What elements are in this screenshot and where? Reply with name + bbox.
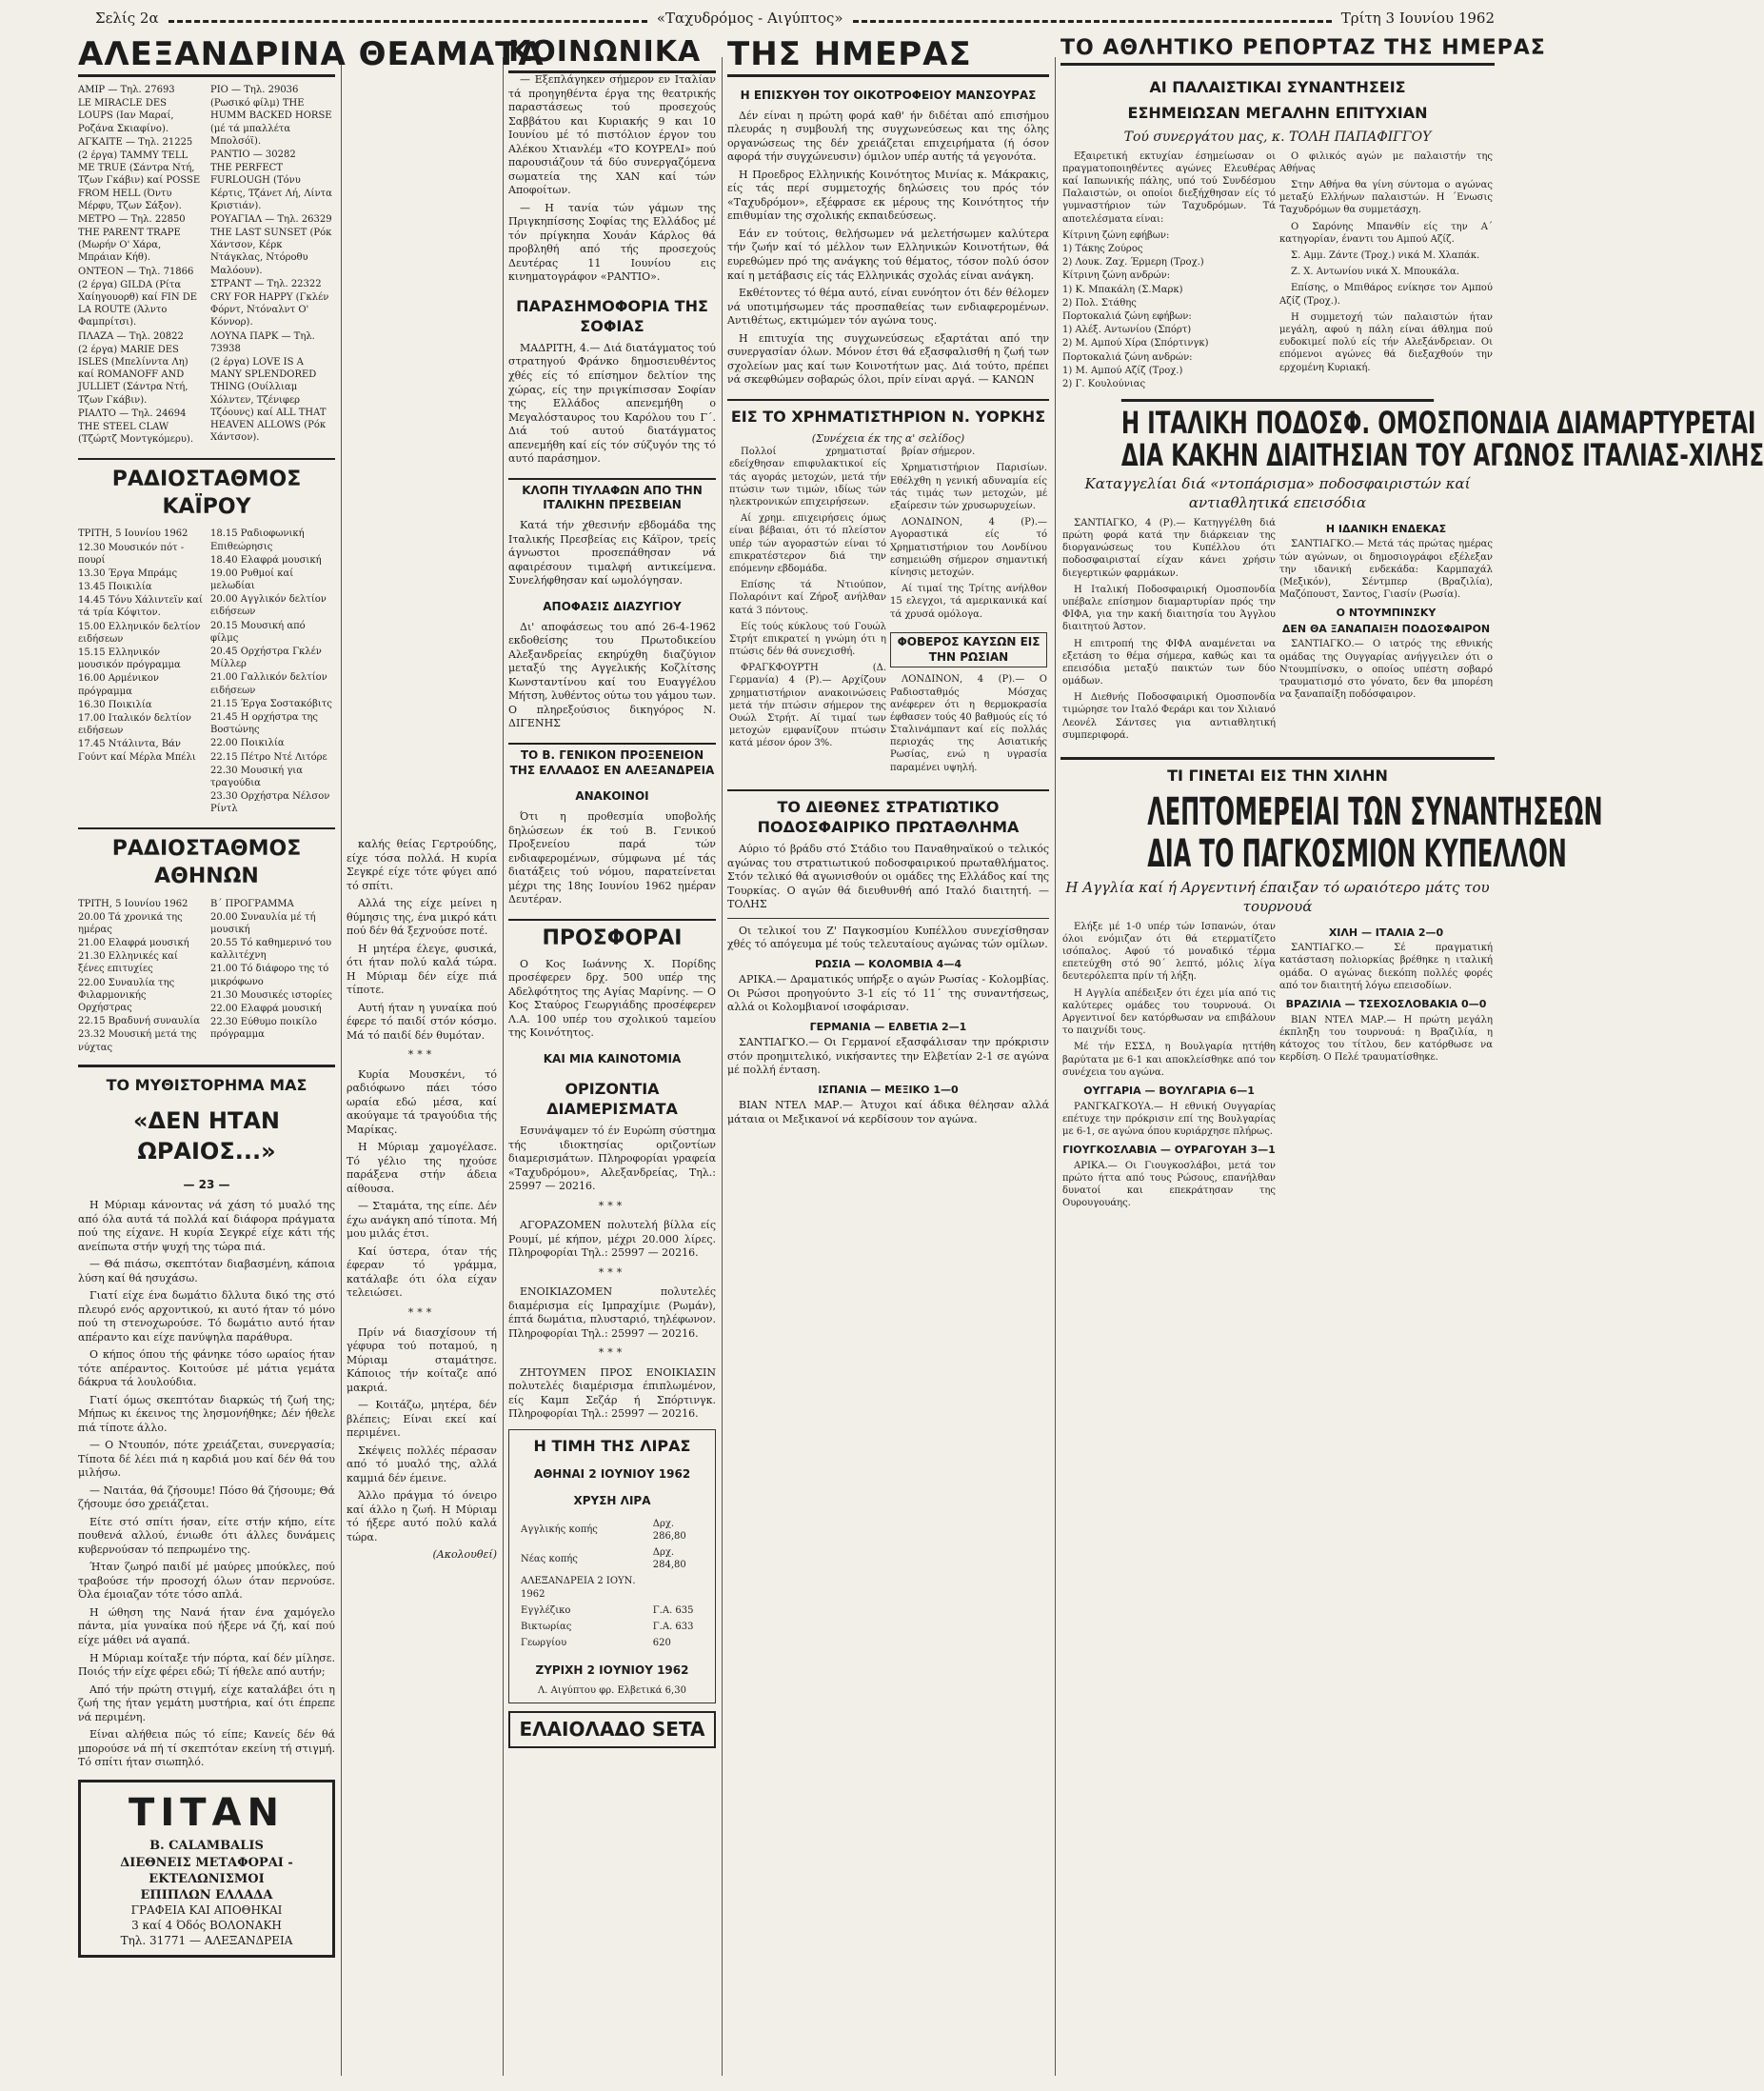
cinema-listings [78, 83, 335, 447]
paragraph: Η Μύριαμ κάνοντας νά χάση τό μυαλό της από όλα αυτά τά πολλά καί διάφορα πράγματα πού της είχανε. Η κυρία Σεγκρέ είχε κάτι τής ανείπωτα στήν ψυχή της τώρα πιά. [78, 1199, 335, 1253]
table-cell: Νέας κοπής [521, 1553, 578, 1564]
paragraph: Επίσης τά Ντιούπον, Πολαρόιντ καί Ζήροξ ανήλθαν κατά 3 πόντους. [729, 580, 886, 616]
radio-line: 20.55 Τό καθημερινό του καλλιτέχνη [210, 938, 332, 962]
paragraph: — Σταμάτα, της είπε. Δέν έχω ανάγκη από τίποτα. Μή μου μιλάς έτσι. [347, 1200, 497, 1241]
bout-line: 1) Κ. Μπακάλη (Σ.Μαρκ) [1062, 284, 1183, 295]
paragraph: Στην Αθήνα θα γίνη σύντομα ο αγώνας μεταξύ Ελλήνων παλαιστών. Η ΄Ενωσις Ταχυδρόμων θα συμμετάσχη. [1279, 180, 1493, 216]
paragraph: ΑΡΙΚΑ.— Δραματικός υπήρξε ο αγών Ρωσίας - Κολομβίας. Οι Ρώσοι προηγούντο 3-1 είς τό 11΄ της συναντήσεως, αλλά οι Κολομβιανοί ισοφάρισαν. [727, 973, 1049, 1014]
article-heading: ΚΑΙ ΜΙΑ ΚΑΙΝΟΤΟΜΙΑ [543, 1052, 682, 1065]
table-cell: Αγγλικής κοπής [521, 1524, 598, 1536]
ad-brand: ΤΙΤΑΝ [129, 1790, 285, 1835]
table-row [517, 1620, 707, 1634]
radio-line: 15.15 Ελληνικόν μουσικόν πρόγραμμα [78, 647, 181, 671]
radio-line: 20.15 Μουσική από φίλμς [210, 620, 306, 644]
paragraph: — Ναιτάα, θά ζήσουμε! Πόσο θά ζήσουμε; Θά ζήσουμε όσο χρειάζεται. [78, 1484, 335, 1511]
column-social [508, 35, 717, 2076]
radio-line: ΤΡΙΤΗ, 5 Ιουνίου 1962 [78, 898, 188, 909]
paragraph: Είναι αλήθεια πώς τό είπε; Κανείς δέν θά μπορούσε νά πή τί σκεπτόταν εκείνη τή στιγμή. Τό σπίτι ήταν σιωπηλό. [78, 1728, 335, 1769]
cinema-line: ΠΛΑΖΑ — Τηλ. 20822 [78, 330, 184, 342]
header-rule-left [168, 14, 647, 23]
ad-line: ΔΙΕΘΝΕΙΣ ΜΕΤΑΦΟΡΑΙ - ΕΚΤΕΛΩΝΙΣΜΟΙ [120, 1855, 293, 1886]
subheadline: Καταγγελίαι διά «ντοπάρισμα» ποδοσφαιριστών καί αντιαθλητικά επεισόδια [1084, 475, 1471, 512]
paragraph: Επίσης, ο Μπιθάρος ενίκησε τον Αμπού Αζίζ (Τροχ.). [1279, 283, 1493, 307]
radio-line: 22.15 Πέτρο Ντέ Λιτόρε [210, 751, 327, 763]
article-heading: ΔΕΝ ΘΑ ΞΑΝΑΠΑΙΞΗ ΠΟΔΟΣΦΑΙΡΟΝ [1281, 622, 1491, 635]
radio-line: 16.00 Αρμένικον πρόγραμμα [78, 673, 159, 697]
radio-line: 20.45 Ορχήστρα Γκλέν Μίλλερ [210, 647, 322, 670]
cinema-line: ΡΙΟ — Τηλ. 29036 [210, 85, 299, 95]
paragraph: ΣΑΝΤΙΑΓΚΟ.— Ο ιατρός της εθνικής ομάδας της Ουγγαρίας ανήγγειλεν ότι ο Ντουμπίνσκυ, ο οποίος υπέστη σοβαρό τραυματισμό στο γόνατο, δεν θα μπορέση να ξαναπαίξη ποδόσφαιρον. [1279, 639, 1493, 701]
table-cell: ΑΛΕΞΑΝΔΡΕΙΑ 2 ΙΟΥΝ. 1962 [521, 1576, 636, 1600]
paragraph: Κατά τήν χθεσινήν εβδομάδα της Ιταλικής Πρεσβείας εις Κάϊρον, τρείς άγνωστοι προσεπάθησαν νά αφαιρέσουν τιμαλφή αντικείμενα. Συνελήφθησαν καί ωμολόγησαν. [508, 519, 716, 587]
radio-line: Β΄ ΠΡΟΓΡΑΜΜΑ [210, 898, 294, 909]
paragraph: Είς τούς κύκλους τού Γουώλ Στρήτ επικρατεί η γνώμη ότι η πτώσις δέν θά συνεχισθή. [729, 621, 886, 658]
table-row [517, 1603, 707, 1618]
paragraph: Ήταν ζωηρό παιδί μέ μαύρες μπούκλες, πού τραβούσε τήν προσοχή όλων όταν περνούσε. Όλα έμοιαζαν τότε τόσο απλά. [78, 1561, 335, 1602]
result-heading: ΓΕΡΜΑΝΙΑ — ΕΛΒΕΤΙΑ 2—1 [809, 1020, 967, 1033]
page-header [95, 6, 1495, 30]
bout-line: 1) Αλέξ. Αντωνίου (Σπόρτ) [1062, 325, 1192, 336]
paragraph: — Θά πιάσω, σκεπτόταν διαβασμένη, κάποια λύση καί θά ησυχάσω. [78, 1258, 335, 1284]
paragraph: ΜΑΔΡΙΤΗ, 4.— Διά διατάγματος τού στρατηγού Φράνκο δημοσιευθέντος χθές είς τό επίσημον δελτίον της χώρας, είς την πριγκίπισσαν Σοφίαν της Ελλάδος απενεμήθη ο Μεγαλόσταυρος του Καρόλου του Γ΄. Διά τού αυτού διατάγματος απενεμήθη καί είς τόν σύζυγόν της τό αυτό παράσημον. [508, 341, 716, 466]
subheadline: Η Αγγλία καί ή Αργεντινή έπαιξαν τό ωραιότερο μάτς του τουρνουά [1065, 879, 1490, 915]
cinema-line: ΡΙΑΛΤΟ — Τηλ. 24694 [78, 408, 187, 419]
radio-line: 18.40 Ελαφρά μουσική [210, 554, 322, 566]
paragraph: Πρίν νά διασχίσουν τή γέφυρα τού ποταμού, η Μύριαμ σταμάτησε. Κάποιος τήν κοίταζε από μακριά. [347, 1325, 497, 1394]
radio-line: 21.45 Η ορχήστρα της Βοστώνης [210, 711, 318, 736]
novel-title: «ΔΕΝ ΗΤΑΝ ΩΡΑΙΟΣ...» [132, 1106, 281, 1165]
bout-line: 2) Πολ. Στάθης [1062, 297, 1137, 309]
paragraph: Ο Κος Ιωάννης Χ. Πορίδης προσέφερεν δρχ. 500 υπέρ της Αδελφότητος της Αγίας Μαρίνης. — Ο Κος Σταύρος Γεωργιάδης προσέφερεν Λ.Α. 100 υπέρ του σχολικού ταμείου της Κοινότητος. [508, 957, 716, 1040]
masthead: «Ταχυδρόμος - Αιγύπτος» [656, 10, 843, 27]
paragraph: Δι' αποφάσεως του από 26-4-1962 εκδοθείσης του Πρωτοδικείου Αλεξανδρείας εκηρύχθη διαζύγιον μεταξύ της Αγγελικής Κοζλίτσης Κωνσταντίνου καί του Ευαγγέλου Μήτση, λυθέντος ούτω του γάμου των. Ο πληρεξούσιος δικηγόρος Ν. ΔΙΓΕΝΗΣ [508, 620, 717, 730]
article-heading: ΑΠΟΦΑΣΙΣ ΔΙΑΖΥΓΙΟΥ [543, 599, 682, 613]
paragraph: Δέν είναι η πρώτη φορά καθ' ήν διδέται από επισήμου πλευράς η συμβουλή της συγχωνεύσεως και της όλης οργανώσεως της δέν χρειάζεται επιχειρήματα (ή όσον αφορά τήν συγχώνευσιν) όμιλον υπέρ αυτής τά γεγονότα. [727, 109, 1049, 164]
separator: *** [598, 1199, 626, 1212]
radio-line: 19.00 Ρυθμοί καί μελωδίαι [210, 568, 294, 592]
table-cell [888, 446, 1049, 778]
radio-line: 14.45 Τόνυ Χάλιντεϊν καί τά τρία Κόψιτον. [78, 595, 203, 619]
paragraph: — Η τανία τών γάμων της Πριγκηπίσσης Σοφίας της Ελλάδος μέ τόν πρίγκηπα Χουάν Κάρλος θά προβληθή από τής προσεχούς Δευτέρας 11 Ιουνίου εις κινηματογράφον «ΡΑΝΤΙΟ». [508, 201, 716, 284]
paragraph: Κυρία Μουσκένι, τό ραδιόφωνο πάει τόσο ωραία εδώ μέσα, καί ακούγαμε τά τραγούδια τής Μαρίκας. [347, 1067, 497, 1136]
novel-chapter: — 23 — [183, 1178, 230, 1192]
section-banner: ΑΛΕΞΑΝΔΡΙΝΑ ΘΕΑΜΑΤΑ [78, 38, 335, 77]
continued-note: (Ακολουθεί) [432, 1548, 497, 1562]
cinema-line: ΡΑΝΤΙΟ — 30282 [210, 149, 296, 160]
paragraph: Η Ιταλική Ποδοσφαιρική Ομοσπονδία υπέβαλε επίσημον διαμαρτυρίαν πρός την ΦΙΦΑ, για την κακή διαιτησία του Άγγλου διαιτητού Άστον. [1062, 584, 1276, 633]
separator: *** [598, 1265, 626, 1279]
column-rule [722, 57, 723, 2076]
article-heading: ΕΣΗΜΕΙΩΣΑΝ ΜΕΓΑΛΗΝ ΕΠΙΤΥΧΙΑΝ [1127, 104, 1428, 123]
paragraph: ΑΡΙΚΑ.— Οι Γιουγκοσλάβοι, μετά τον πρώτο ήττα από τους Ρώσους, επανήλθαν δυνατοί και επεκράτησαν της Ουρουγουάης. [1062, 1160, 1276, 1209]
cinema-line: ΡΟΥΑΓΙΑΛ — Τηλ. 26329 [210, 213, 332, 225]
article-heading: ΠΡΟΣΦΟΡΑΙ [508, 919, 716, 952]
bout-line: 2) Λουκ. Ζαχ. Έρμερη (Τροχ.) [1062, 257, 1204, 269]
cinema-line: THE STEEL CLAW (Τζώρτζ Μοντγκόμερυ). [78, 421, 193, 446]
paragraph: — Εξεπλάγηκεν σήμερον εν Ιταλίαν τά προηγηθέντα έργα της θεατρικής παραστάσεως τού προσεχούς Σαββάτου και Κυριακής 9 και 10 Ιουνίου μέ τό πιστόλιον έργον του Αλέκου Χτιανλέμ «ΤΟ ΚΟΥΡΕΛΙ» πού παρουσιάζουν τά δύο συνεργαζόμενα σωματεία της ΧΑΝ καί τών Αποφοίτων. [508, 73, 716, 197]
paragraph: ΒΙΑΝ ΝΤΕΛ ΜΑΡ.— Η πρώτη μεγάλη έκπληξη του τουρνουά: η Βραζιλία, η κάτοχος του τίτλου, δεν κατόρθωσε να κερδίση. Ο Πελέ τραυματίσθηκε. [1279, 1014, 1493, 1064]
paragraph: — Κοιτάζω, μητέρα, δέν βλέπεις; Είναι εκεί καί περιμένει. [347, 1399, 497, 1440]
gold-sub: ΧΡΥΣΗ ΛΙΡΑ [573, 1493, 651, 1507]
world-cup-article [1060, 921, 1495, 1214]
article-heading: ΤΙ ΓΙΝΕΤΑΙ ΕΙΣ ΤΗΝ ΧΙΛΗΝ [1060, 757, 1495, 786]
column-novel-continued [347, 838, 497, 2076]
radio-line: 22.30 Μουσική για τραγούδια [210, 765, 303, 788]
paragraph: Χρηματιστήριον Παρισίων. Εθέλχθη η γενική αδυναμία είς τάς τιμάς των μετοχών, μέ εξαίρεσιν τών χρυσωρυχείων. [890, 463, 1047, 511]
separator: *** [407, 1305, 436, 1319]
cinema-line: (2 έργα) LOVE IS A MANY SPLENDORED THING (Ουίλλιαμ Χόλντεν, Τζένιφερ Τζόουνς) καί ALL THAT HEAVEN ALLOWS (Ρόκ Χάντσον). [210, 356, 327, 444]
paragraph: Η Προεδρος Ελληνικής Κοινότητος Μινίας κ. Μάκρακις, είς τάς περί συμμετοχής δηλώσεις του πρός τόν «Ταχυδρόμον», εξέφρασε εκ μέρους της Κοινότητος τήν επιθυμίαν της σχολικής εκπαιδεύσεως. [727, 168, 1049, 223]
wrestling-results [1060, 150, 1495, 391]
radio-athens-schedule [78, 897, 335, 1055]
table-row [517, 1517, 707, 1543]
bout-line: Πορτοκαλιά ζώνη ανδρών: [1062, 351, 1193, 363]
table-row [1060, 150, 1495, 391]
gold-table [515, 1515, 709, 1653]
ad-line: ΓΡΑΦΕΙΑ ΚΑΙ ΑΠΟΘΗΚΑΙ [130, 1903, 283, 1918]
paragraph: Αυτή ήταν η γυναίκα πού έφερε τό παιδί στόν κόσμο. Μά τό παιδί δέν θυμόταν. [347, 1001, 497, 1042]
ad-line: Τηλ. 31771 — ΑΛΕΞΑΝΔΡΕΙΑ [120, 1933, 293, 1947]
cinema-line: ΑΓΚΑΙΤΕ — Τηλ. 21225 [78, 136, 193, 148]
cinema-line: (2 έργα) TAMMY TELL ME TRUE (Σάντρα Ντή, Τζων Γκάβιν) καί POSSE FROM HELL (Όντυ Μέρφυ, Τζων Σάξον). [78, 149, 201, 211]
table-row [727, 446, 1049, 778]
radio-line: 21.00 Τό διάφορο της τό μικρόφωνο [210, 964, 329, 987]
paragraph: Η Αγγλία απέδειξεν ότι έχει μία από τις καλύτερες ομάδες του τουρνουά. Οι Αργεντινοί δεν κατόρθωσαν να επιβάλουν το παιχνίδι τους. [1062, 987, 1276, 1037]
bout-line: 2) Γ. Κουλούνιας [1062, 378, 1146, 389]
paragraph: Η μητέρα έλεγε, φυσικά, ότι ήταν πολύ καλά τώρα. Η Μύριαμ δέν είχε πιά τίποτε. [347, 942, 497, 997]
table-cell: Βικτωρίας [521, 1621, 572, 1632]
radio-line: 18.15 Ραδιοφωνική Επιθεώρησις [210, 528, 305, 552]
paragraph: Αί χρημ. επιχειρήσεις όμως είναι βέβαιαι, ότι τό πλείστον υπέρ τών αγοραστών είναι τό επικρατέστερον διά την επόμενην εβδομάδα. [729, 513, 886, 574]
paragraph: καλής θείας Γερτρούδης, είχε τόσα πολλά. Η κυρία Σεγκρέ είχε τότε φύγει από τό σπίτι. [347, 838, 497, 892]
headline: ΔΙΑ ΤΟ ΠΑΓΚΟΣΜΙΟΝ ΚΥΠΕΛΛΟΝ [1147, 832, 1567, 877]
article-heading: Η ΙΔΑΝΙΚΗ ΕΝΔΕΚΑΣ [1325, 522, 1447, 535]
classified-ad: ΑΓΟΡΑΖΟΜΕΝ πολυτελή βίλλα είς Ρουμί, μέ κήπον, μέχρι 20.000 λίρες. Πληροφορίαι Τηλ.: 25997 — 20216. [508, 1219, 716, 1260]
paragraph: Ο Σαρόνης Μπανθίν είς την Α΄ κατηγορίαν, έναντι του Αμπού Αζίζ. [1279, 221, 1493, 245]
radio-line: 23.32 Μουσική μετά της νύχτας [78, 1029, 197, 1053]
table-cell: Δρχ. 284,80 [652, 1546, 686, 1571]
radio-line: 22.15 Βραδυνή συναυλία [78, 1016, 200, 1027]
classified-ad: ΕΝΟΙΚΙΑΖΟΜΕΝ πολυτελές διαμέρισμα είς Ιμπραχίμιε (Ρωμάν), έπτά δωμάτια, πλυσταριό, τηλέφωνον. Πληροφορίαι Τηλ.: 25997 — 20216. [508, 1285, 716, 1340]
table-cell [1278, 921, 1495, 1214]
article-subheading: (Συνέχεια έκ της α' σελίδος) [811, 431, 965, 445]
article-heading: ΠΑΡΑΣΗΜΟΦΟΡΙΑ ΤΗΣ ΣΟΦΙΑΣ [516, 296, 708, 335]
article-heading: Ο ΝΤΟΥΜΠΙΝΣΚΥ [1336, 607, 1437, 620]
italy-chile-article [1060, 517, 1495, 746]
paragraph: ΡΑΝΓΚΑΓΚΟΥΑ.— Η εθνική Ουγγαρίας επέτυχε την πρόκρισιν επί της Βουλγαρίας με 6-1, σε αγώνα όπου κυριάρχησε πλήρως. [1062, 1101, 1276, 1137]
paragraph: Αύριο τό βράδυ στό Στάδιο του Παναθηναϊκού ο τελικός αγώνας του στρατιωτικού ποδοσφαιρικού πρωταθλήματος. Στόν τελικό θά αγωνισθούν οι ομάδες της Ελλάδος καί της Τουρκίας. Ο αγών θά διευθυνθή από Ιταλό διαιτητή. — ΤΟΛΗΣ [727, 843, 1049, 911]
cinema-line: (2 έργα) MARIE DES ISLES (Μπελίνντα Λη) καί ROMANOFF AND JULLIET (Σάντρα Ντή, Τζων Γκάβιν). [78, 344, 188, 406]
gold-zurich: ΖΥΡΙΧΗ 2 ΙΟΥΝΙΟΥ 1962 [535, 1663, 689, 1678]
paragraph: ΣΑΝΤΙΑΓΚΟ, 4 (Ρ).— Κατηγγέλθη διά πρώτη φορά κατά την διάρκειαν της διοργανώσεως του Κυπέλλου ότι ποδοσφαιρισταί είχαν κάνει χρήσιν διεγερτικών φαρμάκων. [1062, 517, 1276, 579]
column-rule [503, 57, 504, 2076]
article-heading: ΑΙ ΠΑΛΑΙΣΤΙΚΑΙ ΣΥΝΑΝΤΗΣΕΙΣ [1149, 78, 1406, 96]
cinema-line: CRY FOR HAPPY (Γκλέν Φόρντ, Ντόναλντ Ο' Κόννορ). [210, 292, 329, 329]
radio-athens-heading: ΡΑΔΙΟΣΤΑΘΜΟΣ ΑΘΗΝΩΝ [78, 827, 335, 890]
paragraph: Καί ύστερα, όταν τής έφεραν τό γράμμα, κατάλαβε ότι όλα είχαν τελειώσει. [347, 1245, 497, 1300]
cinema-line: LE MIRACLE DES LOUPS (Ιαν Μαραί, Ροζάνα Σκιαφίνο). [78, 98, 174, 134]
bout-line: Κίτρινη ζώνη ανδρών: [1062, 270, 1171, 282]
table-cell: Δρχ. 286,80 [652, 1518, 686, 1542]
radio-line: 22.00 Ελαφρά μουσική [210, 1004, 322, 1014]
stock-market-columns [727, 446, 1049, 778]
radio-line: 20.00 Τά χρονικά της ημέρας [78, 911, 183, 935]
radio-line: 13.30 Έργα Μπράμς [78, 568, 178, 579]
paragraph: Ότι η προθεσμία υποβολής δηλώσεων έκ τού Β. Γενικού Προξενείου παρά τών ενδιαφερομένων, σύμφωνα μέ τάς διατάξεις τού νόμου, παρατείνεται μέχρι της 18ης Ιουνίου 1962 ημέραν Δευτέραν. [508, 810, 716, 906]
paragraph: Ζ. Χ. Αντωνίου νικά Χ. Μπουκάλα. [1291, 267, 1459, 278]
paragraph: Η Διεθνής Ποδοσφαιρική Ομοσπονδία τιμώρησε τον Ιταλό Φεράρι και τον Χιλιανό Λεονέλ Σάντσες για αντιαθλητική συμπεριφορά. [1062, 692, 1276, 741]
result-heading: ΙΣΠΑΝΙΑ — ΜΕΞΙΚΟ 1—0 [818, 1083, 959, 1096]
paragraph: Αί τιμαί της Τρίτης ανήλθον 15 ελεγχοι, τά αμερικανικά καί τά χρυσά ομόλογα. [890, 584, 1047, 620]
cinema-line: THE PARENT TRAPE (Μωρήν Ο' Χάρα, Μπράιαν Κήθ). [78, 228, 181, 264]
paragraph: Από τήν πρώτη στιγμή, είχε καταλάβει ότι η ζωή της ήταν γεμάτη μυστήρια, καί ότι έπρεπε νά περιμένη. [78, 1683, 335, 1723]
column-rule [341, 57, 342, 2076]
novel-text [78, 1199, 335, 1770]
column-rule [1055, 57, 1056, 2076]
table-cell: Εγγλέζικο [521, 1604, 571, 1616]
table-cell: 620 [652, 1638, 671, 1649]
column-sports [1060, 36, 1764, 2076]
paragraph: Οι τελικοί του Ζ' Παγκοσμίου Κυπέλλου συνεχίσθησαν χθές τό απόγευμα μέ τούς τελευταίους αγώνας τών ομίλων. [727, 924, 1049, 951]
radio-line: 20.00 Συναυλία μέ τή μουσική [210, 911, 316, 935]
table-cell: Γ.Α. 633 [652, 1621, 694, 1632]
cinema-line: (Ρωσικό φίλμ) THE HUMM BACKED HORSE (μέ τά μπαλλέτα Μπολσόϊ). [210, 98, 332, 147]
paragraph: Ο κήπος όπου τής φάνηκε τόσο ωραίος ήταν τότε απέραντος. Κοιτούσε μέ μάτια γεμάτα δάκρυα τά λουλούδια. [78, 1348, 335, 1389]
header-rule-right [853, 14, 1332, 23]
radio-line: 21.30 Ελληνικές καί ξένες επιτυχίες [78, 951, 178, 975]
headline: Η ΙΤΑΛΙΚΗ ΠΟΔΟΣΦ. ΟΜΟΣΠΟΝΔΙΑ ΔΙΑΜΑΡΤΥΡΕΤΑΙ [1121, 399, 1434, 440]
article-heading: Η ΕΠΙΣΚΥΘΗ ΤΟΥ ΟΙΚΟΤΡΟΦΕΙΟΥ ΜΑΝΣΟΥΡΑΣ [740, 89, 1037, 102]
separator: *** [598, 1346, 626, 1360]
gold-price-box [508, 1429, 716, 1703]
radio-cairo-schedule [78, 527, 335, 816]
radio-line: 21.00 Ελαφρά μουσική [78, 938, 189, 949]
radio-line: 12.30 Μουσικόν πότ - πουρί [78, 542, 185, 566]
gold-date: ΑΘΗΝΑΙ 2 ΙΟΥΝΙΟΥ 1962 [533, 1466, 691, 1481]
result-heading: ΡΩΣΙΑ — ΚΟΛΟΜΒΙΑ 4—4 [814, 957, 961, 970]
table-row [1060, 921, 1495, 1214]
table-row [517, 1545, 707, 1572]
paragraph: Γιατί είχε ένα δωμάτιο δλλυτα δικό της στό πλευρό ενός αρχοντικού, κι αυτό ήταν τό μόνο πού τη στενοχωρούσε. Τό δωμάτιο αυτό ήταν απέραντο και είχε πανύψηλα παράθυρα. [78, 1289, 335, 1344]
separator: *** [407, 1048, 436, 1062]
bout-line: Κίτρινη ζώνη εφήβων: [1062, 229, 1170, 241]
radio-line: 21.00 Γαλλικόν δελτίον ειδήσεων [210, 672, 327, 696]
table-row [1060, 517, 1495, 746]
radio-line: 22.00 Ποικιλία [210, 738, 285, 749]
paragraph: Σκέψεις πολλές πέρασαν από τό μυαλό της, αλλά καμμιά δέν έμεινε. [347, 1444, 497, 1484]
cinema-line: THE LAST SUNSET (Ρόκ Χάντσον, Κέρκ Ντάγκλας, Ντόροθυ Μαλόουν). [210, 228, 332, 276]
radio-cairo-heading: ΡΑΔΙΟΣΤΑΘΜΟΣ ΚΑΪΡΟΥ [78, 458, 335, 521]
paragraph: Εκθέτοντες τό θέμα αυτό, είναι ευνόητον ότι δέν θέλομεν νά υποτιμήσωμεν τάς προσπαθείας των ενδιαφερομένων. Αντιθέτως, εκτιμώμεν τόν αγώνα τους. [727, 287, 1049, 328]
classified-ad: ΖΗΤΟΥΜΕΝ ΠΡΟΣ ΕΝΟΙΚΙΑΣΙΝ πολυτελές διαμέρισμα έπιπλωμένον, είς Καμπ Σεζάρ ή Σπόρτινγκ. Πληροφορίαι Τηλ.: 25997 — 20216. [508, 1365, 716, 1421]
table-cell [1060, 921, 1278, 1214]
bout-line: 2) Μ. Αμπού Χίρα (Σπόρτινγκ) [1062, 338, 1209, 349]
column-today [727, 35, 1049, 2076]
article-heading: ΕΙΣ ΤΟ ΧΡΗΜΑΤΙΣΤΗΡΙΟΝ Ν. ΥΟΡΚΗΣ [727, 399, 1049, 427]
headline: ΛΕΠΤΟΜΕΡΕΙΑΙ ΤΩΝ ΣΥΝΑΝΤΗΣΕΩΝ [1147, 790, 1603, 835]
section-banner: ΚΟΙΝΩΝΙΚΑ [508, 38, 716, 73]
table-row [517, 1636, 707, 1650]
seta-advertisement: ΕΛΑΙΟΛΑΔΟ SETA [508, 1711, 716, 1747]
result-heading: ΒΡΑΖΙΛΙΑ — ΤΣΕΧΟΣΛΟΒΑΚΙΑ 0—0 [1285, 998, 1487, 1010]
issue-date: Τρίτη 3 Ιουνίου 1962 [1340, 10, 1496, 27]
radio-line: 15.00 Ελληνικόν δελτίον ειδήσεων [78, 621, 201, 645]
paragraph: Εάν εν τούτοις, θελήσωμεν νά μελετήσωμεν καλύτερα τήν ζωήν καί τό μέλλον των Ελληνικών Κοινοτήτων, θά ευρεθώμεν πρό της ανάγκης τού θέματος, τόσον πολύ όσον καί η μετάβασις είς τάς Ελληνικάς σχολάς είναι ανάγκη. [727, 227, 1049, 282]
bout-line: 1) Τάκης Ζούρος [1062, 244, 1143, 254]
radio-line: 17.45 Ντάλιντα, Βάν Γούντ καί Μέρλα Μπέλι [78, 739, 196, 763]
radio-line: 22.30 Εύθυμο ποικίλο πρόγραμμα [210, 1017, 318, 1041]
article-subheading: ΑΝΑΚΟΙΝΟΙ [575, 789, 649, 804]
titan-advertisement [78, 1780, 335, 1958]
paragraph: Η συμμετοχή τών παλαιστών ήταν μεγάλη, αφού η πάλη είναι άθλημα πού ευδοκιμεί πολύ είς τήν Αλεξάνδρειαν. Οι επόμενοι αγώνες θά διεξαχθούν την ερχομένη Κυριακή. [1279, 311, 1493, 373]
ad-line: ΕΠΙΠΛΩΝ ΕΛΛΑΔΑ [140, 1887, 273, 1902]
paragraph: Η επιτροπή της ΦΙΦΑ αναμένεται να εξετάση το θέμα σήμερα, καθώς και τα επεισόδια μεταξύ παικτών των δύο ομάδων. [1062, 638, 1276, 687]
cinema-line: THE PERFECT FURLOUGH (Τόνυ Κέρτις, Τζάνετ Λή, Λίντα Κριστιάν). [210, 163, 332, 211]
radio-line: 23.30 Ορχήστρα Νέλσον Ρίντλ [210, 791, 330, 815]
cinema-line: ΜΕΤΡΟ — Τηλ. 22850 [78, 213, 186, 225]
article-heading: ΤΟ ΔΙΕΘΝΕΣ ΣΤΡΑΤΙΩΤΙΚΟ ΠΟΔΟΣΦΑΙΡΙΚΟ ΠΡΩΤΑΘΛΗΜΑ [727, 789, 1049, 837]
paragraph: ΦΡΑΓΚΦΟΥΡΤΗ (Δ. Γερμανία) 4 (Ρ).— Αρχίζουν χρηματιστήριον ανακοινώσεις μετά τήν πτώσιν σήμερον της Ουώλ Στρήτ. Αί τιμαί των μετοχών εμφανίζουν πτώσιν κατά μέσον όρον 3%. [729, 663, 886, 749]
table-cell [1278, 517, 1495, 746]
article-heading: ΤΟ Β. ΓΕΝΙΚΟΝ ΠΡΟΞΕΝΕΙΟΝ ΤΗΣ ΕΛΛΑΔΟΣ ΕΝ ΑΛΕΞΑΝΔΡΕΙΑ [508, 743, 716, 779]
paragraph: βρίαν σήμερον. [902, 447, 976, 458]
cinema-line: ΛΟΥΝΑ ΠΑΡΚ — Τηλ. 73938 [210, 330, 315, 354]
radio-line: 22.00 Συναυλία της Φιλαρμονικής Ορχήστρας [78, 977, 175, 1013]
gold-zurich-row: Λ. Αιγύπτου φρ. Ελβετικά 6,30 [538, 1685, 686, 1697]
bout-line: 1) Μ. Αμπού Αζίζ (Τροχ.) [1062, 365, 1183, 376]
radio-line: 16.30 Ποικιλία [78, 699, 152, 710]
paragraph: Είτε στό σπίτι ήσαν, είτε στήν κήπο, είτε πουθενά αλλού, ένιωθε ότι άλλες δυνάμεις κυβερνούσαν τό πεπρωμένο της. [78, 1515, 335, 1556]
radio-line: 13.45 Ποικιλία [78, 582, 152, 593]
paragraph: Αλλά της είχε μείνει η θύμησις της, ένα μικρό κάτι πού δέν θά ξεχνούσε ποτέ. [347, 897, 497, 938]
paragraph: ΣΑΝΤΙΑΓΚΟ.— Σέ πραγματική κατάσταση πολιορκίας βρέθηκε η ιταλική ομάδα. Ο αγώνας διεκόπη πολλές φορές από τον διαιτητή λόγω επεισοδίων. [1279, 943, 1493, 991]
result-heading: ΟΥΓΓΑΡΙΑ — ΒΟΥΛΓΑΡΙΑ 6—1 [1083, 1084, 1255, 1097]
cinema-line: (2 έργα) GILDA (Ρίτα Χαίηγουορθ) καί FIN DE LA ROUTE (Άλντο Φαμπρίτσι). [78, 279, 198, 329]
paragraph: Η ώθηση της Νανά ήταν ένα χαμόγελο πάντα, μία γυναίκα πού ήξερε νά ζή, καί πού είχε μάθει νά αγαπά. [78, 1605, 335, 1646]
cinema-line: ΣΤΡΑΝΤ — Τηλ. 22322 [210, 278, 322, 289]
section-banner: ΤΟ ΑΘΛΗΤΙΚΟ ΡΕΠΟΡΤΑΖ ΤΗΣ ΗΜΕΡΑΣ [1060, 38, 1495, 66]
paragraph: ΛΟΝΔΙΝΟΝ, 4 (Ρ).— Ο Ραδιοσταθμός Μόσχας ανέφερεν ότι η θερμοκρασία έφθασεν τούς 40 βαθμούς είς τό Σταλινάμπαντ καί είς πολλάς περιοχάς της Ασιατικής Ρωσίας, ενώ η υγρασία παραμένει υψηλή. [890, 674, 1047, 773]
table-row [517, 1574, 707, 1601]
section-banner: ΤΗΣ ΗΜΕΡΑΣ [727, 38, 1049, 77]
ad-name: B. CALAMBALIS [149, 1839, 264, 1854]
cinema-line: ΟΝΤΕΟΝ — Τηλ. 71866 [78, 266, 194, 277]
paragraph: Η επιτυχία της συγχωνεύσεως εξαρτάται από την συνεργασίαν όλων. Μόνον έτσι θά εξασφαλισθή η ζωή των σχολείων μας καί των Κοινοτήτων μας. Διά τούτο, πρέπει νά σκεφθώμεν σοβαρώς όλοι, πρίν είναι αργά. — ΚΑΝΩΝ [727, 331, 1049, 387]
table-cell [727, 446, 888, 778]
paragraph: ΛΟΝΔΙΝΟΝ, 4 (Ρ).— Αγοραστικά είς τό Χρηματιστήριον του Λονδίνου εσημειώθη σήμερον σημαντική κίνησις μετοχών. [890, 517, 1047, 578]
byline: Τού συνεργάτου μας, κ. ΤΟΛΗ ΠΑΠΑΦΙΓΓΟΥ [1123, 129, 1432, 146]
table-cell [1278, 150, 1495, 391]
radio-line: 20.00 Αγγλικόν δελτίον ειδήσεων [210, 594, 327, 618]
table-cell [1060, 150, 1278, 391]
paragraph: Ελήξε μέ 1-0 υπέρ τών Ισπανών, όταν όλοι ενόμιζαν ότι θά ετερματίζετο ισόπαλος. Αφού τό μοναδικό τέρμα επετεύχθη στό 90΄ λεπτό, μόλις λίγα δευτερόλεπτα πρίν τή λήξη. [1062, 921, 1276, 983]
paragraph: ΒΙΑΝ ΝΤΕΛ ΜΑΡ.— Άτυχοι καί άδικα θέλησαν αλλά μάταια οι Μεξικανοί νά κερδίσουν τον αγώνα. [727, 1099, 1049, 1125]
page-number: Σελίς 2α [95, 10, 159, 27]
radio-line: ΤΡΙΤΗ, 5 Ιουνίου 1962 [78, 528, 188, 540]
paragraph: Εξαιρετική εκτυχίαν έσημείωσαν οι πραγματοποιηθέντες αγώνες Ελευθέρας καί Ιαπωνικής πάλης, υπό τού Συνδέσμου Παλαιστών, οι οποίοι διεξήχθησαν είς τό γυμναστήριον τών Ταχυδρόμων. Τά αποτελέσματα είναι: [1062, 150, 1276, 225]
radio-line: 21.30 Μουσικές ιστορίες [210, 989, 332, 1001]
novel-label: ΤΟ ΜΥΘΙΣΤΟΡΗΜΑ ΜΑΣ [78, 1065, 335, 1095]
paragraph: Η Μύριαμ κοίταξε τήν πόρτα, καί δέν μίλησε. Ποιός τήν είχε φέρει εδώ; Τί ήθελε από αυτήν; [78, 1651, 335, 1679]
gold-title: Η ΤΙΜΗ ΤΗΣ ΛΙΡΑΣ [533, 1436, 691, 1455]
paragraph: Άλλο πράγμα τό όνειρο καί άλλο η ζωή. Η Μύριαμ τό ήξερε αυτό πολύ καλά τώρα. [347, 1489, 497, 1543]
paragraph: ΣΑΝΤΙΑΓΚΟ.— Μετά τάς πρώτας ημέρας τών αγώνων, οι δημοσιογράφοι εξέλεξαν την ιδανική ενδεκάδα: Καρμπαχάλ (Μεξικόν), Σέντμπερ (Βραζιλία), Μαζόπουστ, Σαντος, Γιασίν (Ρωσία). [1279, 539, 1493, 601]
paragraph: ΣΑΝΤΙΑΓΚΟ.— Οι Γερμανοί εξασφάλισαν την πρόκρισιν στόν προημιτελικό, νικήσαντες την Ελβετίαν 2-1 σε αγώνα μέ πολλή ένταση. [727, 1036, 1049, 1077]
paragraph: Ο φιλικός αγών με παλαιστήν της Αθήνας [1279, 150, 1493, 174]
paragraph: Εσυνάψαμεν τό έν Ευρώπη σύστημα τής ιδιοκτησίας οριζοντίων διαμερισμάτων. Πληροφορίαι γραφεία «Ταχυδρόμου», Αλεξανδρείας, Τηλ.: 25997 — 20216. [508, 1125, 716, 1193]
paragraph: Πολλοί χρηματισταί εδείχθησαν επιφυλακτικοί είς τάς αγοράς μετοχών, μετά τήν πτώσιν των τιμών, ιδίως τών ηλεκτρονικών επιχειρήσεων. [729, 447, 886, 508]
table-cell [649, 1574, 707, 1601]
table-cell: Γ.Α. 635 [652, 1604, 694, 1616]
article-heading: ΟΡΙΖΟΝΤΙΑ ΔΙΑΜΕΡΙΣΜΑΤΑ [546, 1079, 678, 1118]
radio-line: 21.15 Έργα Σοστακόβιτς [210, 698, 332, 709]
paragraph: Γιατί όμως σκεπτόταν διαρκώς τή ζωή της; Μήπως κι έκεινος της λησμονήθηκε; Δέν ήθελε πιά τίποτε άλλο. [78, 1393, 335, 1434]
result-heading: ΧΙΛΗ — ΙΤΑΛΙΑ 2—0 [1328, 926, 1444, 939]
radio-line: 17.00 Ιταλικόν δελτίον ειδήσεων [78, 712, 191, 737]
headline: ΔΙΑ ΚΑΚΗΝ ΔΙΑΙΤΗΣΙΑΝ ΤΟΥ ΑΓΩΝΟΣ ΙΤΑΛΙΑΣ-ΧΙΛΗΣ [1120, 436, 1764, 473]
ad-line: 3 καί 4 Όδός ΒΟΛΟΝΑΚΗ [131, 1918, 282, 1932]
cinema-line: AMIP — Τηλ. 27693 [78, 85, 175, 95]
paragraph: Σ. Αμμ. Ζάντε (Τροχ.) νικά Μ. Χλαπάκ. [1291, 250, 1480, 261]
paragraph: Μέ τήν ΕΣΣΔ, η Βουλγαρία ηττήθη βαρύτατα με 6-1 και αποκλείσθηκε από τον συνέχεια του αγώνα. [1062, 1042, 1276, 1078]
article-heading: ΚΛΟΠΗ ΤΙΥΛΑΦΩΝ ΑΠΟ ΤΗΝ ΙΤΑΛΙΚΗΝ ΠΡΕΣΒΕΙΑΝ [508, 478, 716, 514]
article-heading: ΦΟΒΕΡΟΣ ΚΑΥΣΩΝ ΕΙΣ ΤΗΝ ΡΩΣΙΑΝ [890, 632, 1047, 668]
table-cell [1060, 517, 1278, 746]
paragraph: — Ο Ντουπόν, πότε χρειάζεται, συνεργασία; Τίποτα δέ λέει πιά η καρδιά μου καί δέν θά του μιλήσω. [78, 1439, 335, 1480]
result-heading: ΓΙΟΥΓΚΟΣΛΑΒΙΑ — ΟΥΡΑΓΟΥΑΗ 3—1 [1062, 1144, 1276, 1157]
paragraph: Η Μύριαμ χαμογέλασε. Τό γέλιο της ηχούσε παράξενα στήν άδεια αίθουσα. [347, 1141, 497, 1195]
bout-line: Πορτοκαλιά ζώνη εφήβων: [1062, 310, 1192, 322]
table-cell: Γεωργίου [521, 1638, 567, 1649]
